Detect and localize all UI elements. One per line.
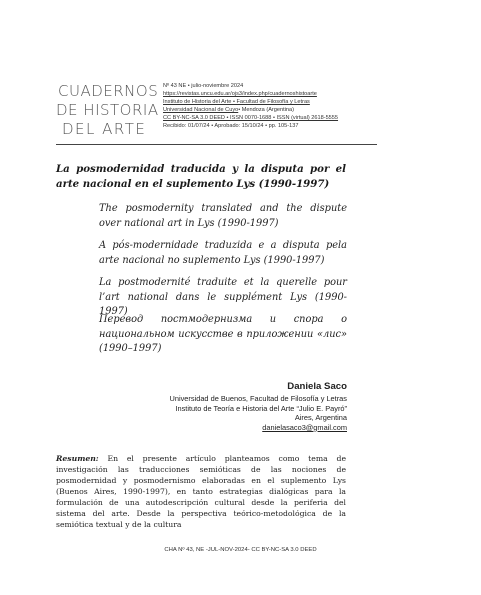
abstract	[56, 453, 346, 530]
institute-line[interactable]: Instituto de Historia del Arte • Facultad de Filosofía y Letras	[163, 99, 310, 106]
university-line	[163, 106, 403, 114]
logo-line-3: DEL ARTE	[62, 120, 147, 138]
license-issn-line[interactable]: CC BY-NC-SA 3.0 DEED • ISSN 0070-1688 • ISSN (virtual) 2618-5555	[163, 115, 339, 122]
dates-line: Recibido: 01/07/24 • Aprobado: 15/10/24 • pp. 105-137	[163, 123, 299, 130]
author-affiliation-3: Aires, Argentina	[294, 413, 347, 423]
abstract-label: Resumen:	[56, 454, 99, 463]
issue-line: Nº 43 NE • julio-noviembre 2024	[163, 83, 244, 89]
university-link[interactable]: Universidad Nacional de Cuyo	[163, 107, 239, 114]
article-title: La posmodernidad traducida y la disputa por el arte nacional en el suplemento Lys (1990-1997)	[56, 163, 346, 190]
title-english: The posmodernity translated and the dispute over national art in Lys (1990-1997)	[99, 203, 347, 229]
publication-info	[163, 82, 403, 131]
author-email-link[interactable]: danielasaco3@gmail.com	[262, 422, 347, 432]
journal-url-link[interactable]: https://revistas.uncu.edu.ar/ojs3/index.php/cuadernoshistoarte	[163, 91, 317, 98]
title-french: La postmodernité traduite et la querelle pour l’art national dans le supplément Lys (1990-1997)	[99, 277, 347, 317]
location-text: • Mendoza (Argentina)	[238, 107, 294, 114]
author-block	[170, 380, 347, 432]
title-russian: Перевод постмодернизма и спора о национальном искусстве в приложении «лис» (1990–1997)	[99, 314, 347, 354]
author-affiliation-2: Instituto de Teoría e Historia del Arte “Julio E. Payró”	[175, 403, 347, 413]
logo-line-1: CUADERNOS	[58, 82, 159, 100]
abstract-text: En el presente artículo planteamos como tema de investigación las traducciones semióticas de las nociones de posmodernidad y posmodernismo elaboradas en el suplemento Lys (Buenos Aires, 1990-1997), en tanto estrategias dialógicas para la formulación de una autodescripción cultural desde la periferia del sistema del arte. Desde la perspectiva teórico-metodológica de la semiótica textual y de la cultura	[56, 454, 346, 529]
logo-line-2: DE HISTORIA	[56, 101, 159, 119]
author-name: Daniela Saco	[287, 381, 347, 392]
title-portuguese: A pós-modernidade traduzida e a disputa pela arte nacional no suplemento Lys (1990-1997)	[99, 240, 347, 266]
header-divider	[56, 144, 377, 145]
journal-logo	[56, 80, 160, 138]
page-footer: CHA Nº 43, NE -JUL-NOV-2024- CC BY-NC-SA 3.0 DEED	[164, 547, 317, 553]
author-affiliation-1: Universidad de Buenos, Facultad de Filosofía y Letras	[169, 394, 347, 403]
